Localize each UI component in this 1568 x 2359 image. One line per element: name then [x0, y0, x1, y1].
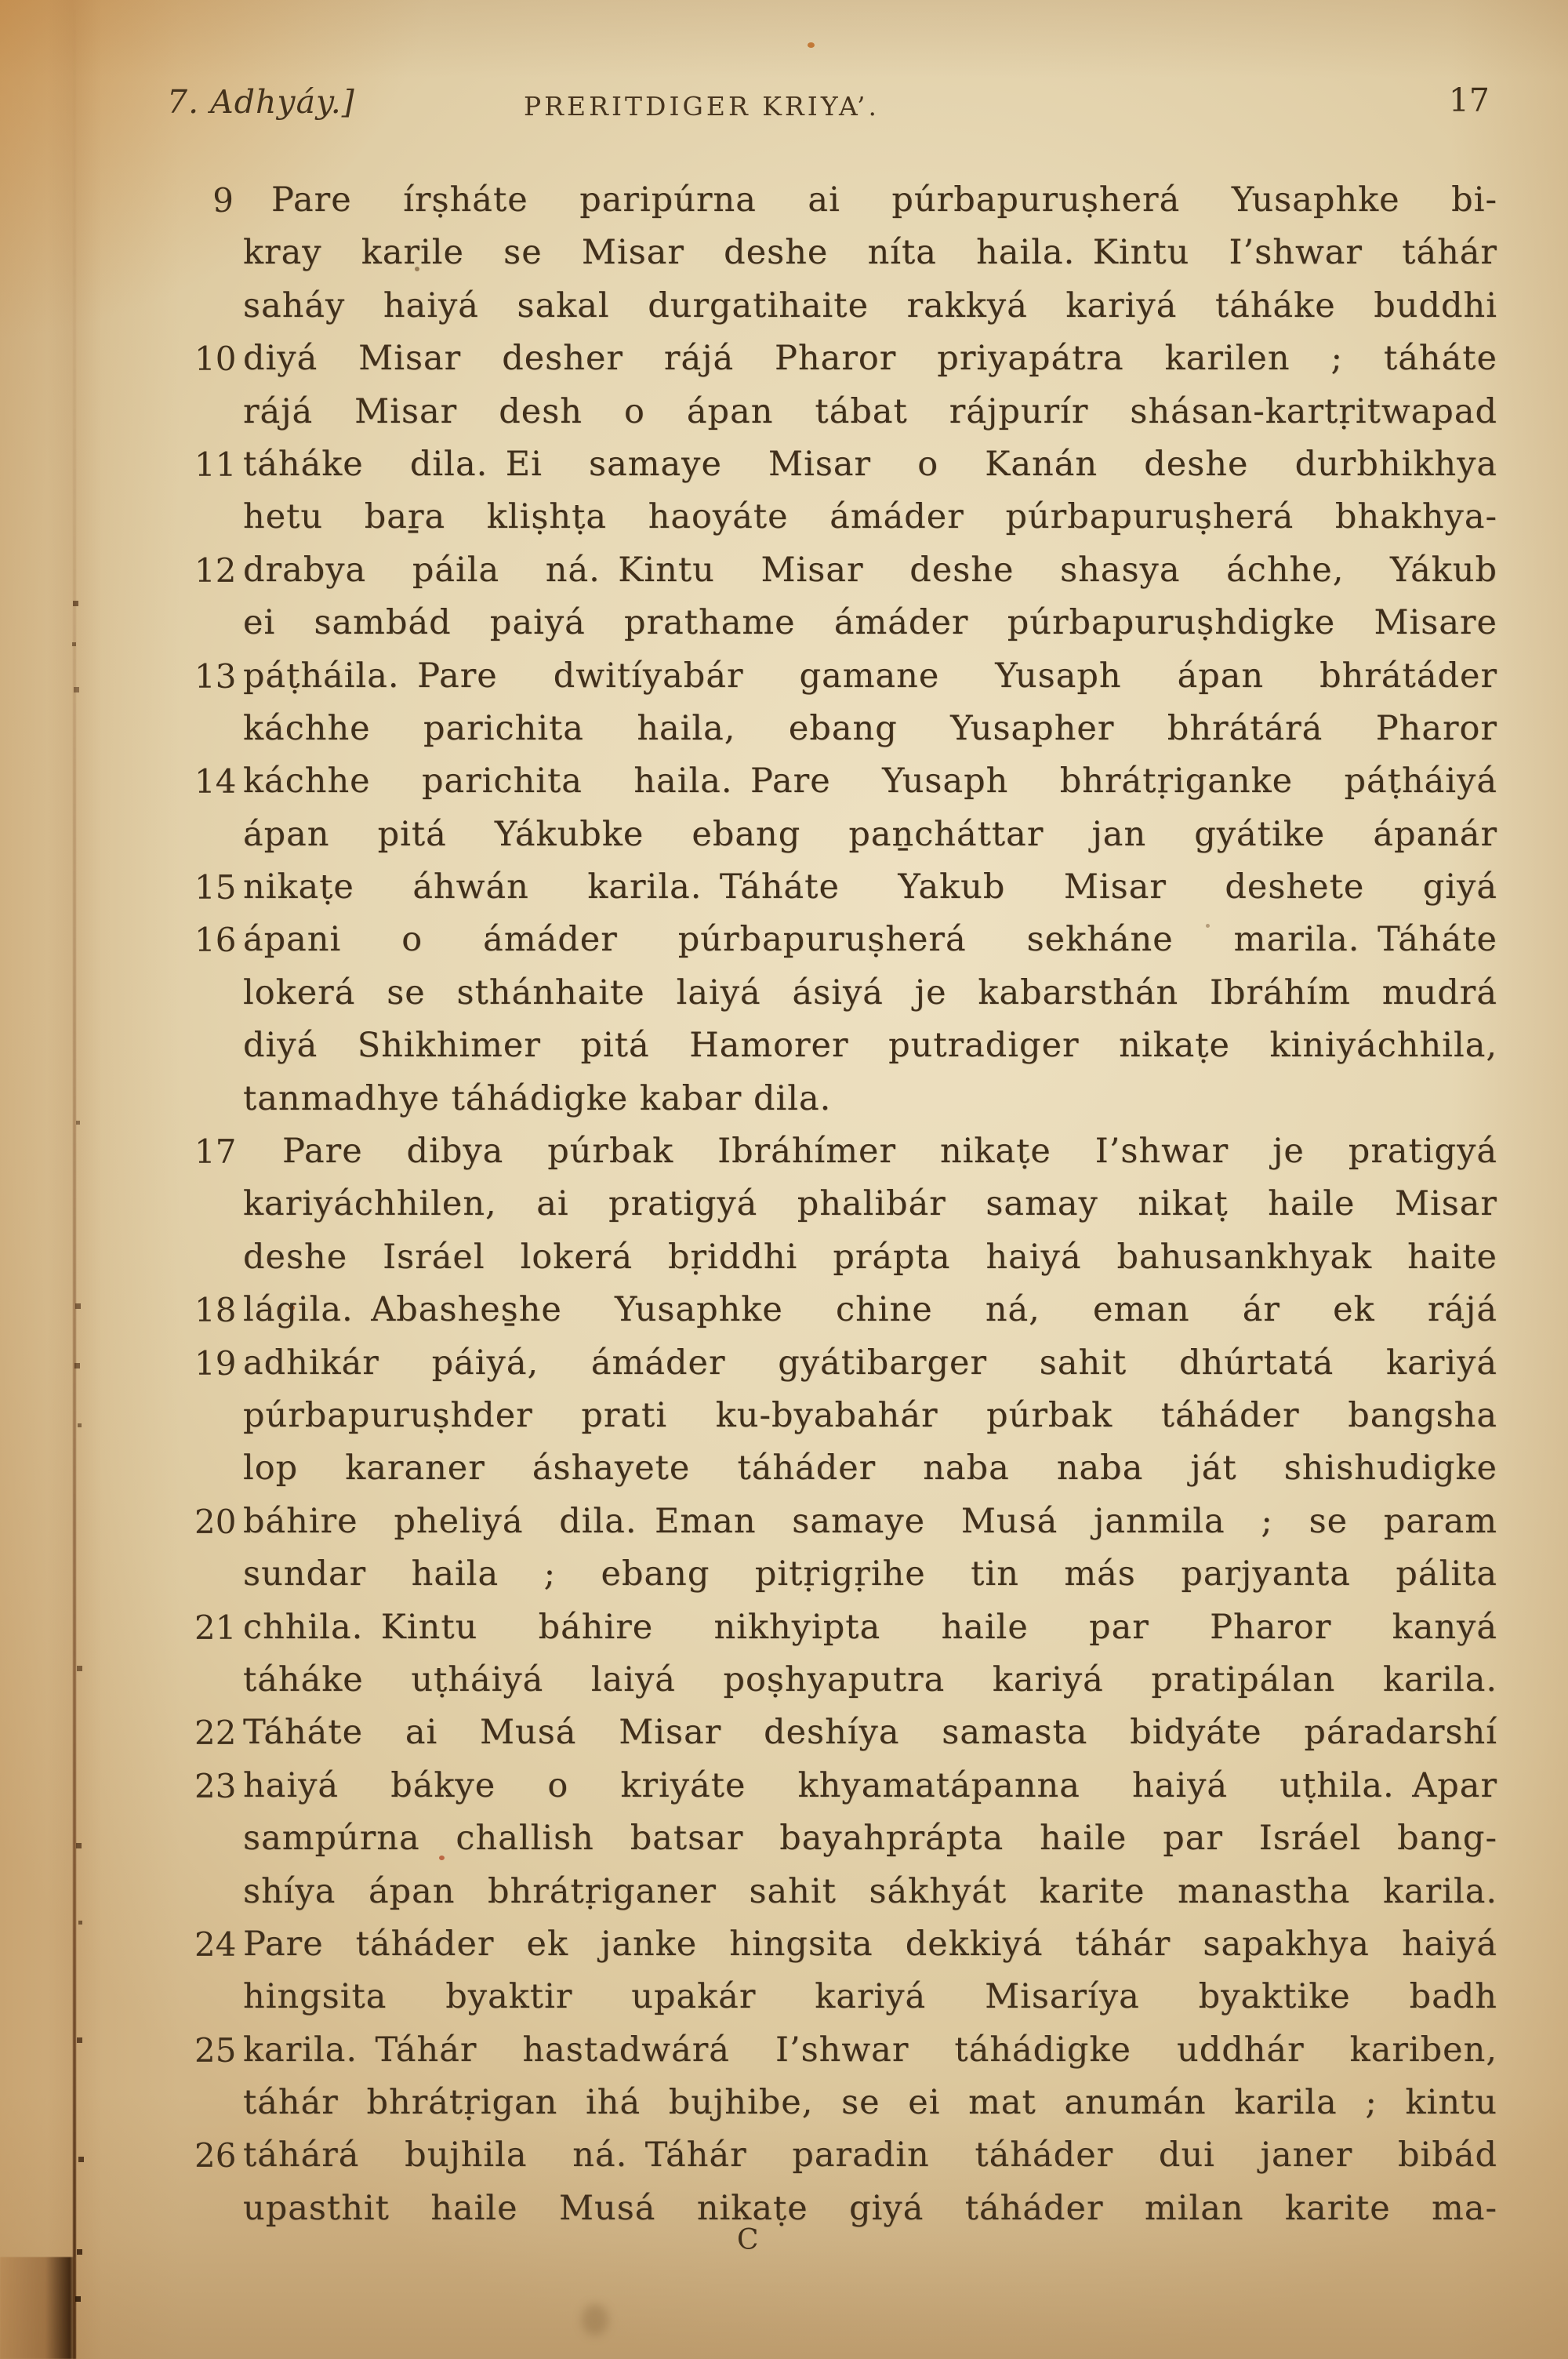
header-page-number: 17: [1448, 82, 1490, 119]
verse-text: ápan pitá Yákubke ebang paṉcháttar jan gyátike ápanár: [243, 814, 1497, 854]
verse-line: [194, 861, 1497, 914]
verse-line: [194, 1337, 1497, 1390]
verse-line: [194, 1918, 1497, 1971]
verse-text: tanmadhye táhádigke kabar dila.: [243, 1078, 832, 1118]
verse-line: [243, 1073, 1497, 1125]
dust-speck: [808, 42, 815, 48]
gutter-corner-shadow: [0, 2257, 75, 2359]
signature-mark: C: [737, 2224, 759, 2256]
header-running-title: PRERITDIGER KRIYA’.: [523, 91, 880, 122]
verse-text: Táháte ai Musá Misar deshíya samasta bidyáte páradarshí: [243, 1713, 1497, 1753]
verse-line: [212, 174, 1497, 227]
verse-text: Pare táháder ek janke hingsita dekkiyá táhár sapakhya haiyá: [243, 1924, 1497, 1964]
verse-number: 20: [194, 1502, 237, 1541]
verse-line: [243, 1178, 1497, 1230]
verse-line: [243, 386, 1497, 438]
verse-text: karila. Táhár hastadwárá I’shwar táhádigke uddhár kariben,: [243, 2030, 1497, 2070]
verse-text: lokerá se sthánhaite laiyá ásiyá je kabarsthán Ibráhím mudrá: [243, 972, 1497, 1012]
verse-line: [194, 438, 1497, 491]
verse-text: táháke dila. Ei samaye Misar o Kanán deshe durbhikhya: [243, 444, 1497, 484]
verse-text: páṭháila. Pare dwitíyabár gamane Yusaph ápan bhrátáder: [243, 656, 1497, 696]
verse-line: [243, 597, 1497, 649]
verse-line: [194, 544, 1497, 597]
verse-text: púrbapuruṣhder prati ku-byabahár púrbak táháder bangsha: [243, 1395, 1497, 1435]
dust-smudge: [582, 2304, 608, 2335]
verse-text: haiyá bákye o kriyáte khyamatápanna haiyá uṭhila. Apar: [243, 1765, 1497, 1805]
verse-line: [194, 2024, 1497, 2077]
verse-text: sundar haila ; ebang pitṛigṛihe tin más parjyanta pálita: [243, 1554, 1497, 1594]
verse-text: táhárá bujhila ná. Táhár paradin táháder dui janer bibád: [243, 2135, 1497, 2175]
verse-text: saháy haiyá sakal durgatihaite rakkyá kariyá táháke buddhi: [243, 285, 1497, 325]
verse-text: diyá Shikhimer pitá Hamorer putradiger nikaṭe kiniyáchhila,: [243, 1026, 1497, 1066]
verse-text: káchhe parichita haila, ebang Yusapher bhrátárá Pharor: [243, 708, 1497, 748]
verse-text: rájá Misar desh o ápan tábat rájpurír shásan-kartṛitwapad: [243, 391, 1497, 431]
verse-text: Pare írṣháte paripúrna ai púrbapuruṣherá Yusaphke bi-: [271, 180, 1497, 220]
verse-line: [243, 1866, 1497, 1918]
verse-text: chhila. Kintu báhire nikhyipta haile par Pharor kanyá: [243, 1607, 1497, 1647]
verse-text: kray karile se Misar deshe níta haila. Kintu I’shwar táhár: [243, 233, 1497, 273]
verse-text: kariyáchhilen, ai pratigyá phalibár samay nikaṭ haile Misar: [243, 1184, 1497, 1224]
verse-text: táhár bhrátṛigan ihá bujhibe, se ei mat anumán karila ; kintu: [243, 2083, 1497, 2123]
verse-line: [194, 333, 1497, 385]
verse-number: 22: [194, 1714, 237, 1753]
header-chapter-ref: 7. Adhyáy.]: [167, 83, 355, 121]
verse-text: shíya ápan bhrátṛiganer sahit sákhyát karite manastha karila.: [243, 1871, 1497, 1911]
verse-line: [243, 1971, 1497, 2023]
verse-text: nikaṭe áhwán karila. Táháte Yakub Misar deshete giyá: [243, 867, 1497, 907]
verse-number: 12: [194, 551, 237, 590]
verse-number: 13: [194, 656, 237, 696]
verse-line: [243, 1231, 1497, 1284]
verse-text: sampúrna challish batsar bayahprápta haile par Isráel bang-: [243, 1819, 1497, 1859]
verse-line: [194, 1601, 1497, 1654]
verse-number: 24: [194, 1925, 237, 1964]
verse-number: 26: [194, 2136, 237, 2175]
verse-text: deshe Isráel lokerá bṛiddhi prápta haiyá bahusankhyak haite: [243, 1237, 1497, 1277]
verse-number: 25: [194, 2030, 237, 2070]
verse-line: [243, 1548, 1497, 1601]
verse-text: hingsita byaktir upakár kariyá Misaríya byaktike badh: [243, 1977, 1497, 2017]
verse-number: 10: [194, 340, 237, 379]
verse-line: [194, 2129, 1497, 2182]
verse-line: [194, 1284, 1497, 1336]
verse-line: [194, 650, 1497, 703]
verse-line: [243, 703, 1497, 755]
verse-number: 14: [194, 762, 237, 801]
verse-line: [243, 1442, 1497, 1495]
verse-line: [194, 1760, 1497, 1812]
verse-text: upasthit haile Musá nikaṭe giyá táháder milan karite ma-: [243, 2188, 1497, 2228]
crease-ink-specks: [0, 0, 2, 2]
verse-text: báhire pheliyá dila. Eman samaye Musá janmila ; se param: [243, 1501, 1497, 1541]
verse-line: [243, 1654, 1497, 1707]
verse-text: adhikár páiyá, ámáder gyátibarger sahit dhúrtatá kariyá: [243, 1343, 1497, 1383]
verse-number: 9: [212, 181, 234, 220]
verse-line: [243, 967, 1497, 1020]
verse-number: 21: [194, 1608, 237, 1647]
verse-text: ápani o ámáder púrbapuruṣherá sekháne marila. Táháte: [243, 920, 1497, 960]
verse-text: táháke uṭháiyá laiyá poṣhyaputra kariyá pratipálan karila.: [243, 1659, 1497, 1699]
verse-lines: [194, 174, 1497, 2235]
verse-text: káchhe parichita haila. Pare Yusaph bhrátṛiganke páṭháiyá: [243, 761, 1497, 801]
verse-number: 15: [194, 868, 237, 907]
verse-line: [243, 280, 1497, 333]
verse-text: ei sambád paiyá prathame ámáder púrbapuruṣhdigke Misare: [243, 603, 1497, 643]
verse-number: 16: [194, 921, 237, 960]
verse-line: [243, 491, 1497, 543]
verse-text: drabya páila ná. Kintu Misar deshe shasya áchhe, Yákub: [243, 550, 1497, 590]
verse-line: [194, 1496, 1497, 1548]
verse-line: [243, 1390, 1497, 1442]
verse-line: [194, 1125, 1497, 1178]
verse-line: [243, 1020, 1497, 1072]
verse-line: [194, 755, 1497, 808]
verse-line: [194, 1707, 1497, 1759]
verse-line: [243, 809, 1497, 861]
verse-text: diyá Misar desher rájá Pharor priyapátra karilen ; táháte: [243, 339, 1497, 379]
verse-number: 18: [194, 1291, 237, 1330]
verse-text: lágila. Abashes̱he Yusaphke chine ná, eman ár ek rájá: [243, 1290, 1497, 1330]
verse-number: 23: [194, 1766, 237, 1805]
verse-line: [243, 2077, 1497, 2129]
verse-line: [194, 914, 1497, 966]
verse-text: hetu baṟa kliṣhṭa haoyáte ámáder púrbapuruṣherá bhakhya-: [243, 497, 1497, 537]
verse-number: 19: [194, 1343, 237, 1383]
verse-line: [243, 2183, 1497, 2235]
verse-line: [243, 1812, 1497, 1865]
verse-text: lop karaner áshayete táháder naba naba ját shishudigke: [243, 1448, 1497, 1488]
verse-number: 11: [194, 445, 237, 484]
verse-number: 17: [194, 1132, 237, 1172]
page-crease: [73, 0, 76, 2359]
verse-line: [243, 227, 1497, 279]
verse-text: Pare dibya púrbak Ibráhímer nikaṭe I’shwar je pratigyá: [282, 1132, 1497, 1172]
